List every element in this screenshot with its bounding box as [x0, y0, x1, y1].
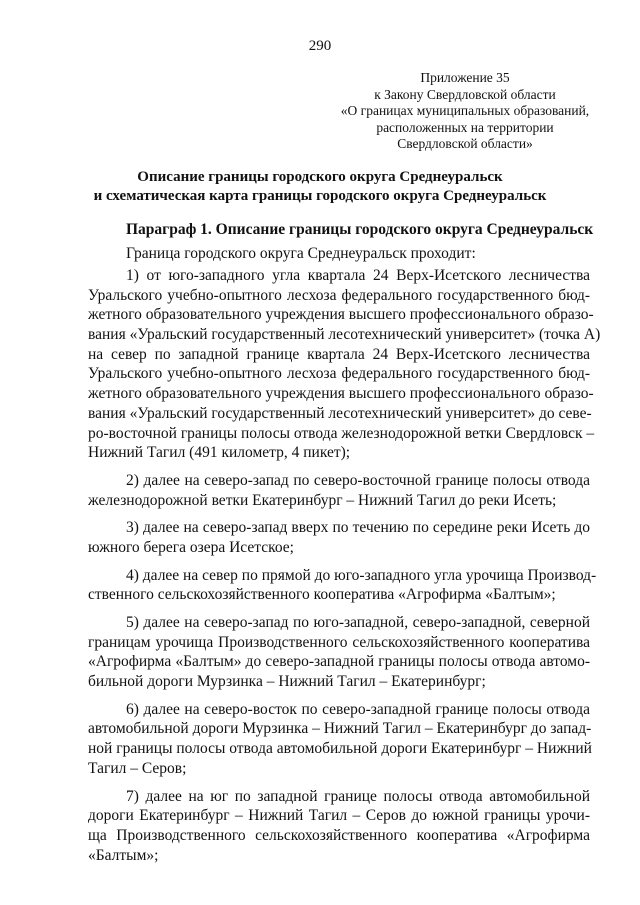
- paragraph-line: южного берега озера Исетское;: [88, 538, 294, 556]
- appendix-line: расположенных на территории: [376, 119, 554, 135]
- title-line-1: Описание границы городского округа Среднеуральск: [137, 169, 503, 185]
- paragraph-line: ной границы полосы отвода автомобильной дороги Екатеринбург – Нижний: [88, 740, 592, 758]
- paragraph-line: бильной дороги Мурзинка – Нижний Тагил – Екатеринбург;: [88, 673, 486, 691]
- paragraph-line: 1) от юго-западного угла квартала 24 Верх-Исетского лесничества: [126, 267, 590, 284]
- paragraph-line: железнодорожной ветки Екатеринбург – Нижний Тагил до реки Исеть;: [88, 491, 557, 509]
- paragraph-line: Нижний Тагил (491 километр, 4 пикет);: [88, 444, 351, 462]
- paragraph-line: 7) далее на юг по западной границе полосы отвода автомобильной: [126, 787, 590, 805]
- boundary-paragraph: [88, 787, 590, 866]
- appendix-line: Приложение 35: [420, 70, 510, 85]
- paragraph-line: ща Производственного сельскохозяйственного кооператива «Агрофирма: [88, 826, 590, 844]
- boundary-paragraph: [88, 518, 590, 557]
- paragraph-line: 2) далее на северо-запад по северо-восточной границе полосы отвода: [126, 471, 590, 489]
- section-heading: Параграф 1. Описание границы городского округа Среднеуральск: [126, 221, 594, 238]
- boundary-paragraph: [88, 613, 590, 692]
- boundary-paragraph: [88, 266, 601, 463]
- appendix-line: к Закону Свердловской области: [374, 86, 556, 102]
- appendix-line: Свердловской области»: [397, 136, 533, 151]
- paragraph-line: автомобильной дороги Мурзинка – Нижний Тагил – Екатеринбург до запад-: [88, 720, 592, 738]
- paragraph-line: Уральского учебно-опытного лесхоза федерального государственного бюд-: [88, 286, 590, 304]
- paragraph-line: Тагил – Серов;: [88, 759, 187, 777]
- paragraph-line: вания «Уральский государственный лесотехнический университет» (точка А): [88, 326, 601, 344]
- paragraph-line: ственного сельскохозяйственного кооператива «Агрофирма «Балтым»;: [88, 586, 556, 604]
- boundary-paragraph: [88, 566, 597, 605]
- paragraph-line: «Балтым»;: [88, 846, 159, 864]
- paragraph-line: дороги Екатеринбург – Нижний Тагил – Серов до южной границы урочи-: [88, 807, 590, 825]
- paragraph-line: на север по западной границе квартала 24 Верх-Исетского лесничества: [88, 345, 590, 363]
- appendix-line: «О границах муниципальных образований,: [340, 103, 590, 118]
- paragraph-line: ро-восточной границы полосы отвода железнодорожной ветки Свердловск –: [88, 424, 595, 442]
- paragraph-line: жетного образовательного учреждения высшего профессионального образо-: [88, 385, 594, 403]
- paragraph-line: 6) далее на северо-восток по северо-западной границе полосы отвода: [126, 700, 590, 718]
- page-number: 290: [308, 38, 332, 54]
- paragraph-line: «Агрофирма «Балтым» до северо-западной границы полосы отвода автомо-: [88, 653, 590, 671]
- paragraph-line: 4) далее на север по прямой до юго-западного угла урочища Производ-: [126, 566, 597, 584]
- paragraph-line: вания «Уральский государственный лесотехнический университет» до севе-: [88, 404, 592, 422]
- document-title: [0, 168, 640, 206]
- paragraph-line: 3) далее на северо-запад вверх по течению по середине реки Исеть до: [126, 519, 590, 537]
- paragraph-line: жетного образовательного учреждения высшего профессионального образо-: [88, 306, 594, 324]
- intro-text: Граница городского округа Среднеуральск проходит:: [126, 245, 476, 262]
- paragraph-line: границам урочища Производственного сельскохозяйственного кооператива: [88, 633, 590, 651]
- boundary-description: [88, 266, 601, 873]
- paragraph-line: Уральского учебно-опытного лесхоза федерального государственного бюд-: [88, 365, 590, 383]
- title-line-2: и схематическая карта границы городского округа Среднеуральск: [93, 188, 547, 204]
- boundary-paragraph: [88, 471, 590, 510]
- appendix-reference: [340, 70, 590, 153]
- boundary-paragraph: [88, 700, 590, 779]
- paragraph-line: 5) далее на северо-запад по юго-западной, северо-западной, северной: [126, 614, 590, 631]
